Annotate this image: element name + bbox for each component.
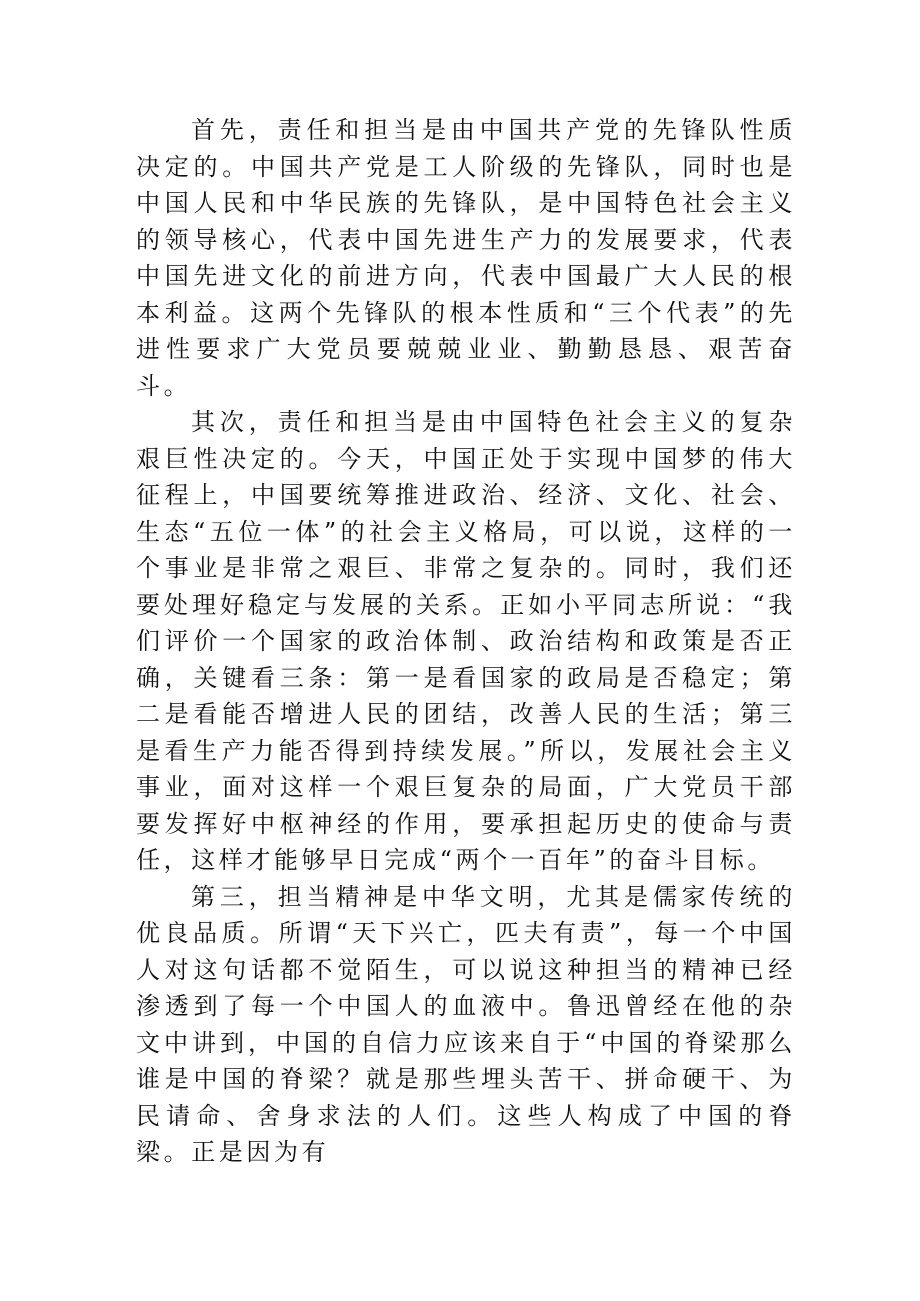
paragraph-confucian-tradition: 第三，担当精神是中华文明，尤其是儒家传统的优良品质。所谓“天下兴亡，匹夫有责”，每一个中国人对这句话都不觉陌生，可以说这种担当的精神已经渗透到了每一个中国人的血液中。鲁迅曾经在他的杂文中讲到，中国的自信力应该来自于“中国的脊梁那么谁是中国的脊梁？就是那些埋头苦干、拼命硬干、为民请命、舍身求法的人们。这些人构成了中国的脊梁。正是因为有 (136, 882, 796, 1166)
paragraph-responsibility-complexity: 其次，责任和担当是由中国特色社会主义的复杂艰巨性决定的。今天，中国正处于实现中国梦的伟大征程上，中国要统筹推进政治、经济、文化、社会、生态“五位一体”的社会主义格局，可以说，这样的一个事业是非常之艰巨、非常之复杂的。同时，我们还要处理好稳定与发展的关系。正如小平同志所说：“我们评价一个国家的政治体制、政治结构和政策是否正确，关键看三条：第一是看国家的政局是否稳定；第二是看能否增进人民的团结，改善人民的生活；第三是看生产力能否得到持续发展。”所以，发展社会主义事业，面对这样一个艰巨复杂的局面，广大党员干部要发挥好中枢神经的作用，要承担起历史的使命与责任，这样才能够早日完成“两个一百年”的奋斗目标。 (136, 408, 796, 874)
paragraph-responsibility-vanguard: 首先，责任和担当是由中国共产党的先锋队性质决定的。中国共产党是工人阶级的先锋队，同时也是中国人民和中华民族的先锋队，是中国特色社会主义的领导核心，代表中国先进生产力的发展要求，代表中国先进文化的前进方向，代表中国最广大人民的根本利益。这两个先锋队的根本性质和“三个代表”的先进性要求广大党员要兢兢业业、勤勤恳恳、艰苦奋斗。 (136, 116, 796, 400)
document-body (136, 112, 796, 1171)
